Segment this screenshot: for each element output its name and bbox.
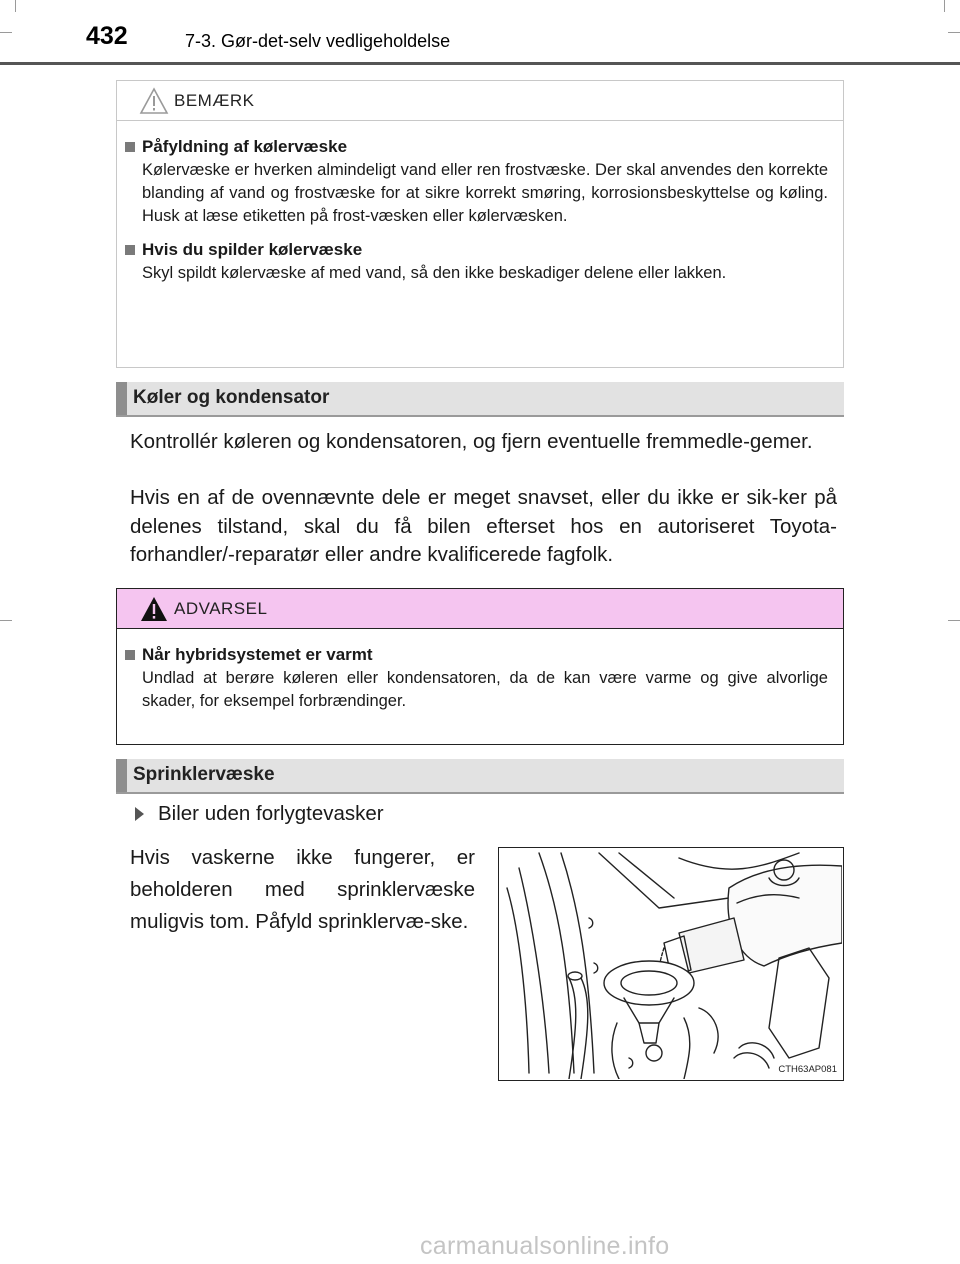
section-title: 7-3. Gør-det-selv vedligeholdelse [185, 31, 451, 51]
crop-mark [948, 32, 960, 33]
warning-item-text: Undlad at berøre køleren eller kondensatoren, da de kan være varme og give alvorlige skader, for eksempel forbrændinger. [142, 669, 828, 710]
notice-item-title: Hvis du spilder kølervæske [142, 240, 363, 259]
notice-item-text: Kølervæske er hverken almindeligt vand eller ren frostvæske. Der skal anvendes den korrekte blanding af vand og frostvæske for at sikre korrekt smøring, korrosionsbeskyttelse og køling. Husk at læse etiketten på frost-væsken eller kølervæsken. [142, 161, 828, 225]
caution-triangle-icon [139, 87, 169, 115]
header-divider [0, 62, 960, 65]
watermark: carmanualsonline.info [420, 1232, 670, 1260]
section-heading: Køler og kondensator [133, 387, 330, 408]
square-bullet-icon [125, 650, 135, 660]
warning-triangle-icon [139, 595, 169, 623]
warning-item-title: Når hybridsystemet er varmt [142, 645, 373, 664]
subheading-text: Biler uden forlygtevasker [158, 802, 384, 825]
crop-mark [948, 620, 960, 621]
notice-label: BEMÆRK [174, 91, 255, 110]
section-heading: Sprinklervæske [133, 764, 275, 785]
notice-box [116, 80, 844, 368]
crop-mark [0, 32, 12, 33]
figure-code: CTH63AP081 [778, 1064, 837, 1075]
illustration-washer-fluid-refill [498, 847, 844, 1081]
warning-box [116, 588, 844, 745]
notice-item-title: Påfyldning af kølervæske [142, 137, 348, 156]
warning-header [117, 589, 843, 629]
section-heading-band [116, 382, 844, 417]
triangle-arrow-icon [135, 807, 144, 821]
crop-mark [15, 0, 16, 12]
square-bullet-icon [125, 245, 135, 255]
section-heading-band [116, 759, 844, 794]
washer-fluid-refill-illustration [499, 848, 842, 1079]
crop-mark [944, 0, 945, 12]
body-paragraph: Hvis en af de ovennævnte dele er meget snavset, eller du ikke er sik-ker på delenes tilstand, skal du få bilen efterset hos en autoriseret Toyota-forhandler/-reparatør eller andre kvalificerede fagfolk. [130, 486, 837, 566]
notice-item [125, 135, 828, 228]
square-bullet-icon [125, 142, 135, 152]
notice-item [125, 238, 828, 285]
notice-header [117, 81, 843, 121]
crop-mark [0, 620, 12, 621]
notice-item-text: Skyl spildt kølervæske af med vand, så den ikke beskadiger delene eller lakken. [142, 264, 727, 282]
body-paragraph: Hvis vaskerne ikke fungerer, er beholderen med sprinklervæske muligvis tom. Påfyld sprinklervæ-ske. [130, 846, 475, 933]
warning-item [125, 643, 828, 713]
page-number: 432 [86, 22, 128, 50]
body-paragraph: Kontrollér køleren og kondensatoren, og fjern eventuelle fremmedle-gemer. [130, 430, 813, 453]
warning-label: ADVARSEL [174, 599, 268, 618]
subheading [135, 802, 384, 826]
